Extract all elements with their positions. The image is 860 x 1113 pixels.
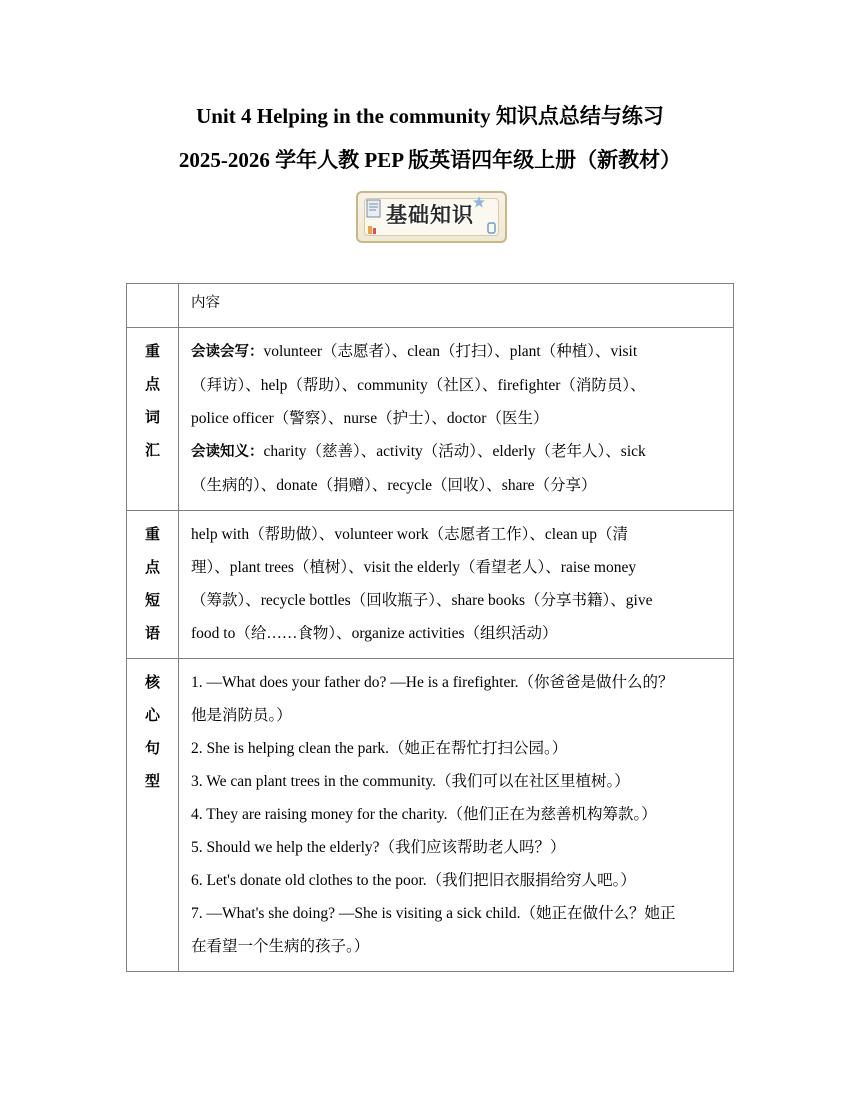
- label-char: 词: [144, 408, 160, 426]
- table-row-phrases: [127, 511, 734, 659]
- line-lead: 会读会写：: [191, 344, 264, 360]
- document-title-line-1: Unit 4 Helping in the community 知识点总结与练习: [196, 104, 664, 128]
- label-char: 句: [144, 739, 160, 757]
- text-line: help with（帮助做）、volunteer work（志愿者工作）、clean up（清: [191, 526, 628, 543]
- row-label-sentences: [127, 659, 179, 972]
- clip-icon: [486, 221, 498, 235]
- content-phrases: [179, 511, 734, 659]
- content-vocabulary: [179, 328, 734, 511]
- text-line: 4. They are raising money for the charity.（他们正在为慈善机构筹款。）: [191, 806, 657, 823]
- text-line: [191, 369, 721, 402]
- text-line: 在看望一个生病的孩子。）: [191, 938, 370, 955]
- table-row-vocabulary: [127, 328, 734, 511]
- header-label: 内容: [191, 295, 220, 311]
- document-title-line-2: 2025-2026 学年人教 PEP 版英语四年级上册（新教材）: [178, 148, 682, 172]
- row-label-phrases: [127, 511, 179, 659]
- line-text: （生病的）、donate（捐赠）、recycle（回收）、share（分享）: [191, 477, 597, 494]
- row-label-vocabulary: [127, 328, 179, 511]
- text-line: 2. She is helping clean the park.（她正在帮忙打扫公园。）: [191, 740, 568, 757]
- label-char: 点: [144, 558, 160, 576]
- text-line: 5. Should we help the elderly?（我们应该帮助老人吗？）: [191, 839, 566, 856]
- content-sentences: [179, 659, 734, 972]
- text-line: food to（给……食物）、organize activities（组织活动）: [191, 625, 558, 642]
- text-line: 1. —What does your father do? —He is a firefighter.（你爸爸是做什么的？: [191, 674, 674, 691]
- text-line: [191, 402, 721, 435]
- label-char: 重: [144, 342, 160, 360]
- badge-label: 基础知识: [386, 203, 474, 227]
- text-line: [191, 435, 721, 469]
- label-char: 点: [144, 375, 160, 393]
- document-icon: [366, 199, 382, 219]
- label-char: 核: [144, 673, 160, 691]
- label-char: 语: [144, 624, 160, 642]
- text-line: [191, 469, 721, 502]
- text-line: （筹款）、recycle bottles（回收瓶子）、share books（分享书籍）、give: [191, 592, 653, 609]
- table-row-sentences: [127, 659, 734, 972]
- label-char: 重: [144, 525, 160, 543]
- line-text: police officer（警察）、nurse（护士）、doctor（医生）: [191, 410, 549, 427]
- line-text: （拜访）、help（帮助）、community（社区）、firefighter（消防员）、: [191, 377, 646, 394]
- label-char: 型: [144, 772, 160, 790]
- header-content-cell: [179, 284, 734, 328]
- pencil-icon: [366, 223, 378, 235]
- header-empty-cell: [127, 284, 179, 328]
- line-text: volunteer（志愿者）、clean（打扫）、plant（种植）、visit: [263, 343, 638, 360]
- knowledge-table: [126, 283, 734, 972]
- section-badge: [356, 191, 507, 243]
- text-line: [191, 335, 721, 369]
- star-icon: [472, 195, 486, 209]
- text-line: 理）、plant trees（植树）、visit the elderly（看望老人）、raise money: [191, 559, 637, 576]
- text-line: 他是消防员。）: [191, 707, 292, 724]
- line-text: charity（慈善）、activity（活动）、elderly（老年人）、sick: [263, 443, 646, 460]
- table-header-row: [127, 284, 734, 328]
- text-line: 7. —What's she doing? —She is visiting a sick child.（她正在做什么？她正: [191, 905, 676, 922]
- line-lead: 会读知义：: [191, 444, 264, 460]
- label-char: 汇: [144, 441, 160, 459]
- text-line: 6. Let's donate old clothes to the poor.（我们把旧衣服捐给穷人吧。）: [191, 872, 636, 889]
- label-char: 心: [144, 706, 160, 724]
- label-char: 短: [144, 591, 160, 609]
- text-line: 3. We can plant trees in the community.（我们可以在社区里植树。）: [191, 773, 630, 790]
